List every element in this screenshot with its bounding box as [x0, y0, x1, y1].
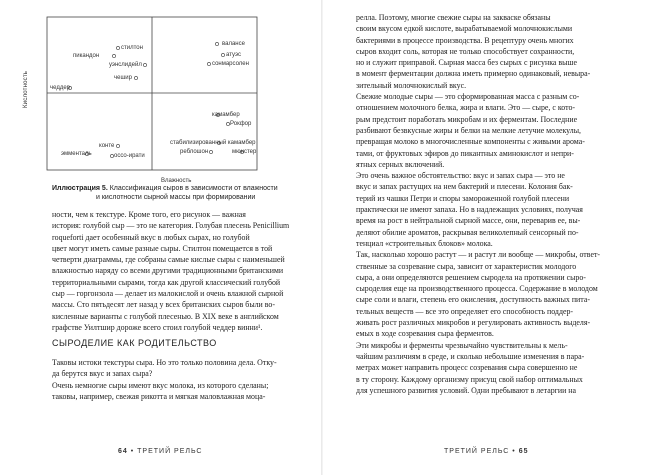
text-line: но и служит приправой. Сырная масса без сырых с рисунка выше [356, 58, 577, 68]
text-line: история: голубой сыр — это не категория. Голубая плесень Penicillium [52, 221, 290, 231]
text-line: в ту сторону. Каждому организму присущ свой набор оптимальных [356, 374, 583, 384]
data-point-marker [116, 144, 119, 147]
point-label: уэнслидейл [109, 62, 142, 68]
point-label: чеддер [50, 85, 71, 91]
point-label: чешир [114, 75, 132, 81]
text-line: тами, от фруктовых эфиров до пикантных аминокислот и непри- [356, 148, 574, 158]
point-label: конте [99, 143, 115, 149]
text-line: сыров входит соль, которая не только способствует сохранности, [356, 46, 575, 56]
point-label: реблошон [180, 149, 209, 155]
caption-line: и кислотности сырной массы при формировании [96, 194, 256, 201]
figure-caption [52, 184, 284, 202]
point-label: валансе [222, 41, 245, 47]
classification-chart [23, 12, 277, 184]
caption-label: Иллюстрация 5. [52, 185, 108, 192]
left-body-text-2 [52, 357, 288, 402]
right-page [322, 0, 645, 475]
text-line: отношением молочного белка, жира и влаги. Это — сыре, с кото- [356, 103, 576, 113]
data-point-marker [112, 54, 115, 57]
chart-svg [37, 12, 277, 184]
data-point-marker [116, 46, 119, 49]
data-point-marker [215, 42, 218, 45]
text-line: рым предстоит поработать микробам и их ферментам. Последние [356, 114, 578, 124]
text-line: цвет могут иметь самые разные сыры. Стилтон помещается в той [52, 243, 273, 253]
text-line: roqueforti дает особенный вкус в любых сырах, но голубой [52, 232, 250, 242]
x-axis-label: Влажность [161, 178, 192, 184]
text-line: своим вкусом едкой кислоте, вырабатываемой молочнокислыми [356, 24, 573, 34]
text-line: четверти диаграммы, где собраны самые кислые сыры с наименьшей [52, 255, 285, 265]
data-point-marker [134, 76, 137, 79]
text-line: бактериями в процессе производства. В рецептуру очень многих [356, 35, 574, 45]
text-line: да берутся вкус и запах сыра? [52, 369, 153, 379]
text-line: графстве Уилтшир дороже всего стоил голубой чеддер винни¹. [52, 322, 263, 332]
text-line: ятных серных включений. [356, 159, 445, 169]
text-line: зительный молочнокислый вкус. [356, 80, 467, 90]
page-number: 64 [118, 448, 128, 455]
point-label: камамбер [212, 112, 240, 118]
text-line: живать рост различных микробов и регулировать активность выделя- [356, 318, 591, 328]
y-axis-label: Кислотность [23, 70, 29, 108]
point-label: эмменталь [61, 151, 92, 157]
point-label: стабилизированный камамбер [170, 140, 256, 146]
text-line: влажностью наряду со всеми другими традиционными британскими [52, 266, 284, 276]
text-line: вкус и запах растущих на нем бактерий и плесени. Колония бак- [356, 182, 573, 192]
text-line: тенциал «строительных блоков» молока. [356, 238, 493, 248]
section-heading: СЫРОДЕЛИЕ КАК РОДИТЕЛЬСТВО [52, 338, 217, 348]
caption-line: Классификация сыров в зависимости от влажности [109, 185, 278, 192]
point-label: пикандон [73, 53, 100, 59]
text-line: Свежие молодые сыры — это сформированная масса с разным со- [356, 92, 580, 102]
text-line: кисленные варианты с голубой плесенью. В XIX веке в английском [52, 311, 279, 321]
text-line: релла. Поэтому, многие свежие сыры на закваске обязаны [356, 13, 551, 22]
text-line: в момент ферментации должна иметь примерно одинаковый, невыра- [356, 69, 591, 79]
text-line: для успешного развития условий. Одни пребывают в летаргии на [356, 385, 577, 395]
point-label: мюнстер [232, 149, 257, 155]
text-line: практически не имеют запаха. Но в надлежащих условиях, получая [356, 205, 583, 215]
text-line: таковы, например, свежая рикотта и мягкая маловлажная моца- [52, 391, 266, 401]
point-label: оссо-ирати [114, 153, 145, 159]
footer-right [444, 448, 528, 455]
text-line: терий из чашки Петри и споры замороженной голубой плесени [356, 193, 570, 203]
data-point-marker [209, 150, 212, 153]
data-point-marker [143, 63, 146, 66]
text-line: время на рост в нейтральной сырной массе, они, переварив ее, вы- [356, 216, 581, 226]
text-line: сыр — горгонзола — делает из малокислой и очень влажной сырной [52, 289, 284, 299]
text-line: метрах может направить процесс созревания сыра совершенно не [356, 363, 578, 373]
left-body-text [52, 209, 288, 333]
running-title: ТРЕТИЙ РЕЛЬС [137, 448, 203, 455]
text-line: ственные за созревание сыра, зависит от характеристик молодого [356, 261, 577, 271]
running-title: ТРЕТИЙ РЕЛЬС [444, 448, 510, 455]
footer-separator: • [512, 448, 516, 455]
data-point-marker [221, 53, 224, 56]
point-label: сонмарсолен [212, 61, 249, 67]
text-line: разбивают безвкусные жиры и белки на мелкие летучие молекулы, [356, 125, 581, 135]
left-page [0, 0, 322, 475]
point-label: Рокфор [230, 121, 252, 127]
text-line: Таковы истоки текстуры сыра. Но это только половина дела. Отку- [52, 358, 277, 367]
text-line: чайшим различиям в среде, и сколько небольшие изменения в пара- [356, 351, 585, 361]
text-line: Эти микробы и ферменты чрезвычайно чувствительны к мель- [356, 340, 568, 350]
right-body-text [356, 12, 602, 396]
data-point-marker [207, 62, 210, 65]
text-line: тельных веществ — все это определяет его способность поддер- [356, 306, 574, 316]
footer-left [118, 448, 202, 455]
point-label: стилтон [121, 45, 143, 51]
text-line: емых в ходе созревания сыра ферментов. [356, 329, 494, 339]
text-line: сыроделия еще на производственного процесса. Содержание в молодом [356, 284, 598, 294]
text-line: Очень немногие сыры имеют вкус молока, из которого сделаны; [52, 380, 269, 390]
point-label: атуэс [226, 52, 242, 58]
text-line: ности, чем к текстуре. Кроме того, его рисунок — важная [52, 210, 246, 219]
text-line: сыре соли и влаги, степень его окисления, доступность важных пита- [356, 295, 590, 305]
text-line: Это очень важное обстоятельство: вкус и запах сыра — это не [356, 171, 565, 181]
text-line: сыра, а они определяются решением сыродела на протяжении сыро- [356, 272, 586, 282]
text-line: территориальными сырами, тогда как другой классический голубой [52, 277, 281, 287]
text-line: деляют обилие ароматов, раскрывая великолепный сенсорный по- [356, 227, 579, 237]
text-line: массы. Сто пятьдесят лет назад у всех британских сыров были во- [52, 300, 275, 310]
text-line: превращая молоко в многочисленные компоненты с живыми арома- [356, 137, 585, 147]
footer-separator: • [130, 448, 135, 455]
text-line: Так, насколько хорошо растут — и растут ли вообще — микробы, ответ- [356, 250, 601, 260]
page-number: 65 [518, 448, 529, 455]
